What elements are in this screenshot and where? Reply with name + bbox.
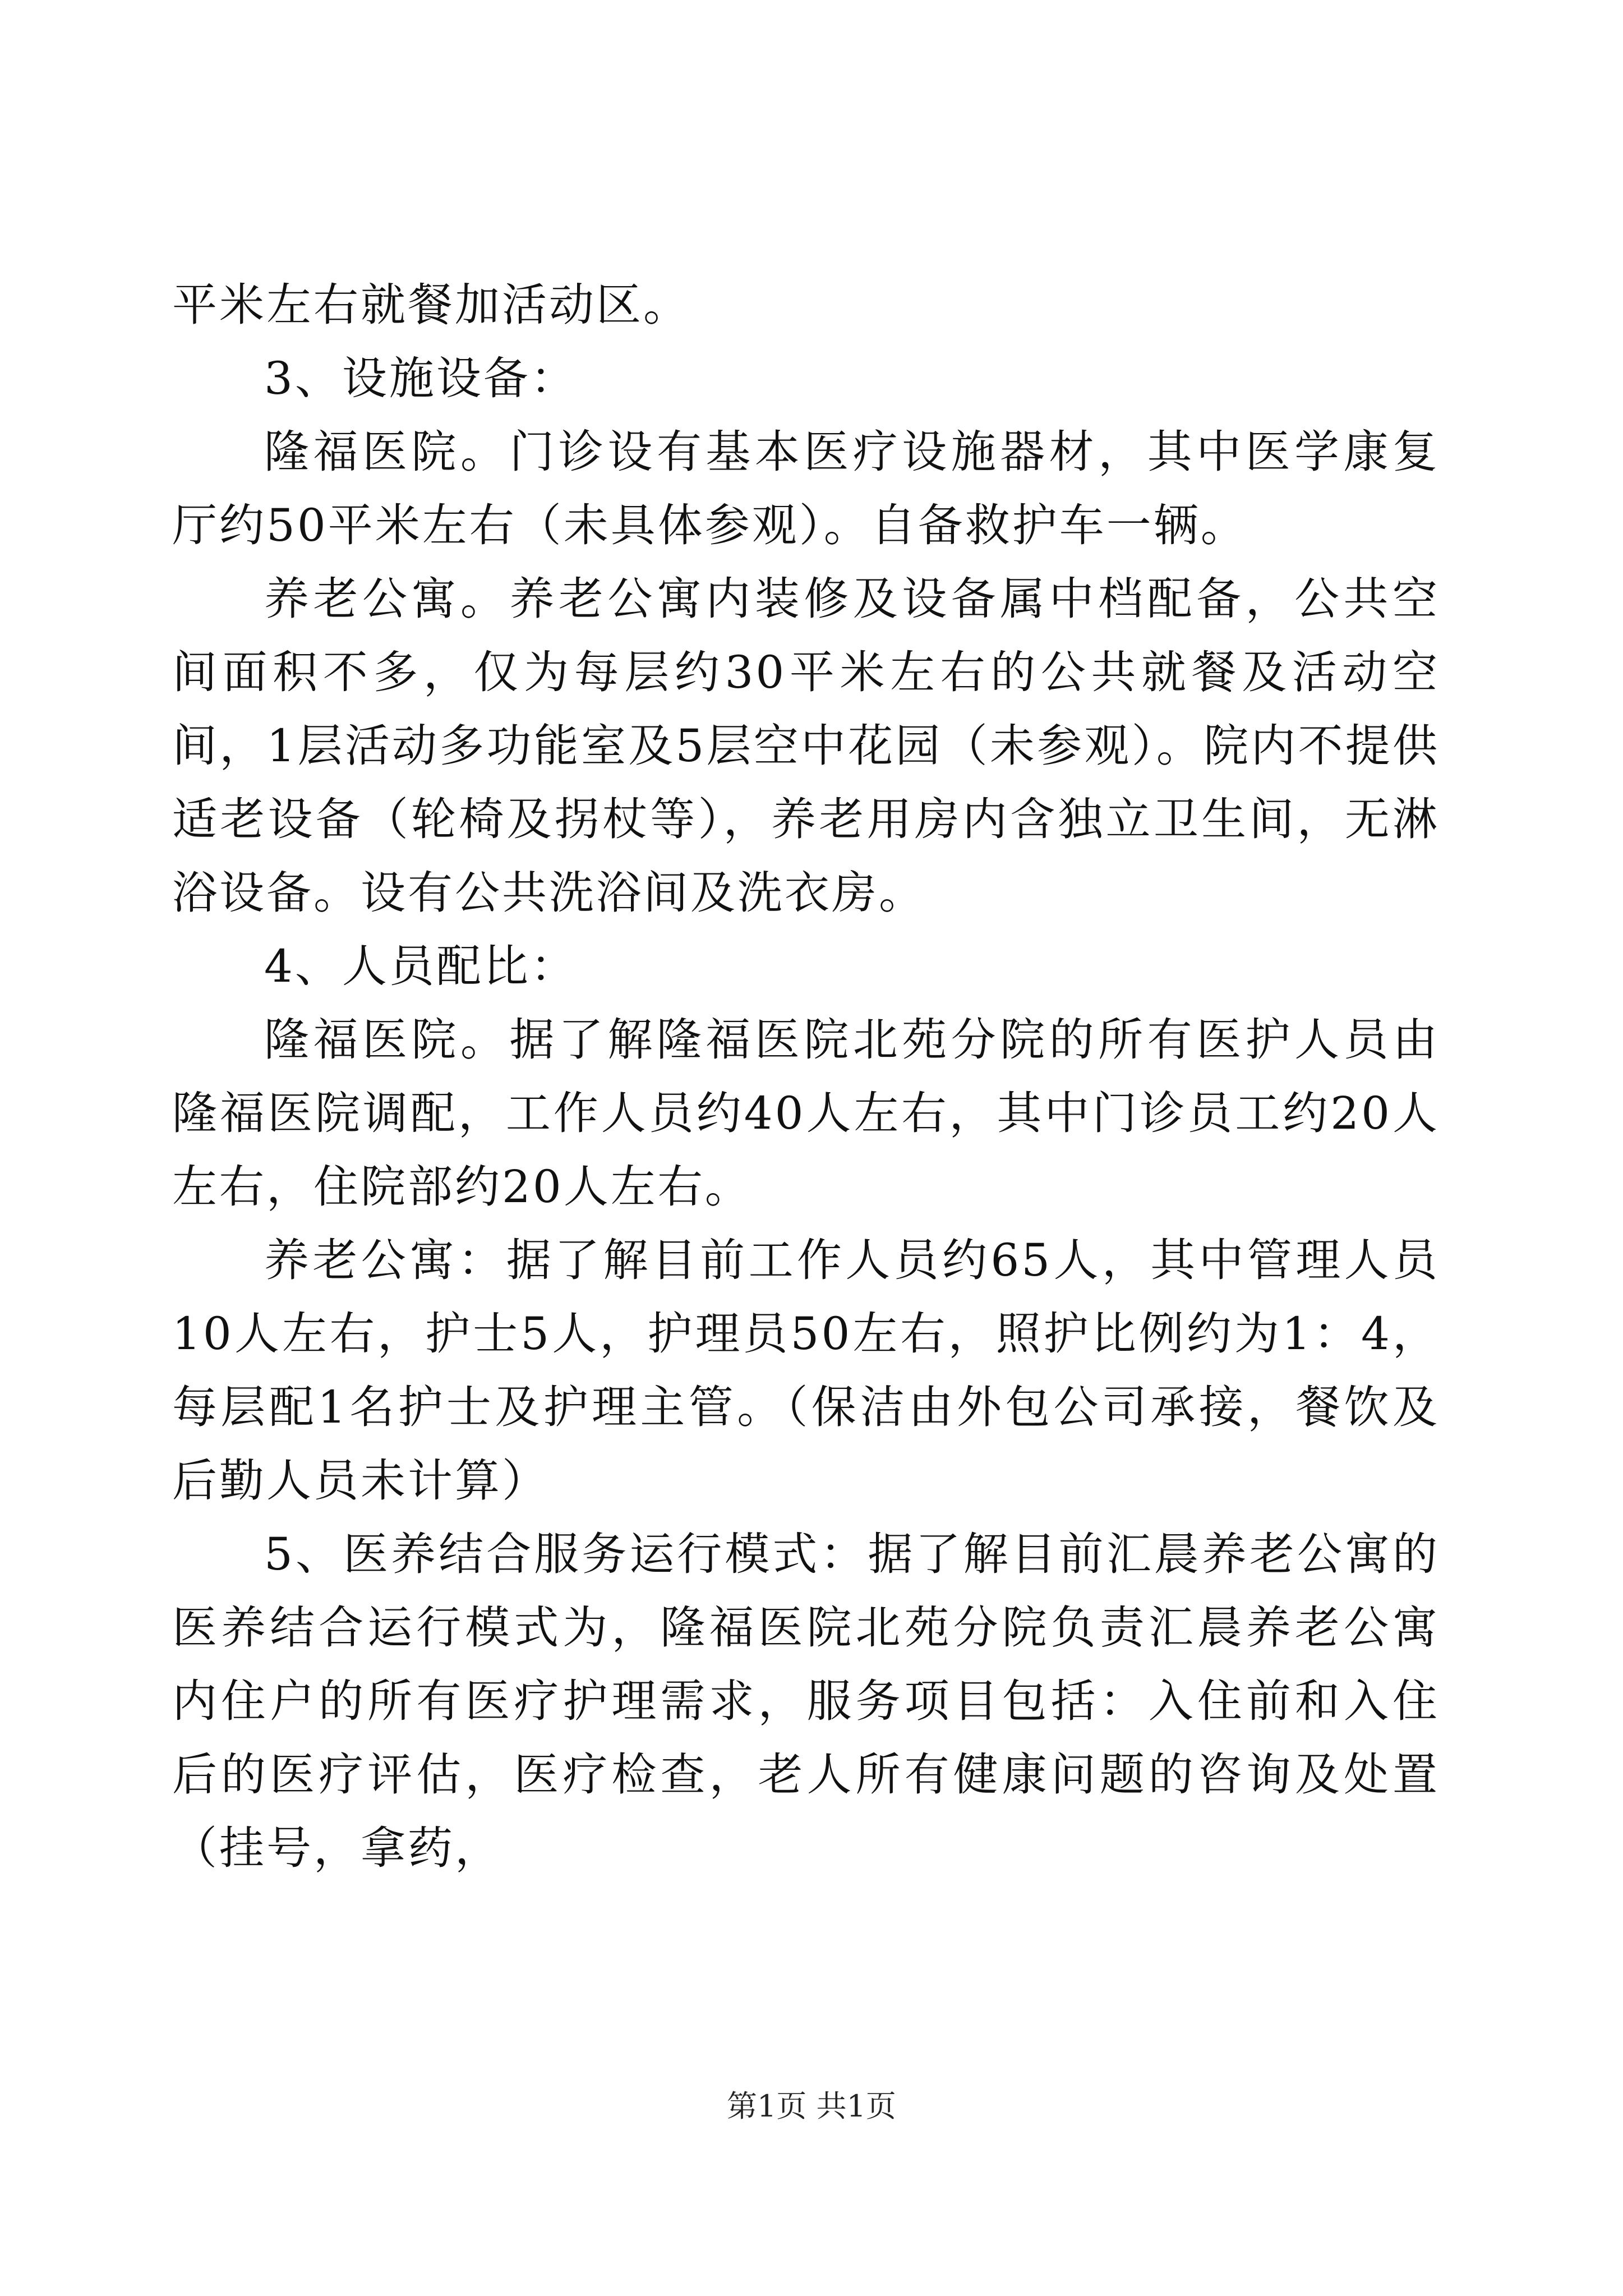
paragraph-hospital-staffing: 隆福医院。据了解隆福医院北苑分院的所有医护人员由隆福医院调配，工作人员约40人左右，其中门诊员工约20人左右，住院部约20人左右。 [172, 1014, 1440, 1213]
paragraph-service-model: 5、医养结合服务运行模式：据了解目前汇晨养老公寓的医养结合运行模式为，隆福医院北苑分院负责汇晨养老公寓内住户的所有医疗护理需求，服务项目包括：入住前和入住后的医疗评估，医疗检查，老人所有健康问题的咨询及处置（挂号，拿药， [172, 1528, 1440, 1874]
paragraph-continuation: 平米左右就餐加活动区。 [172, 279, 690, 331]
section-heading-staffing: 4、人员配比： [264, 940, 578, 992]
paragraph-apartment-facilities: 养老公寓。养老公寓内装修及设备属中档配备，公共空间面积不多，仅为每层约30平米左右的公共就餐及活动空间，1层活动多功能室及5层空中花园（未参观）。院内不提供适老设备（轮椅及拐杖等），养老用房内含独立卫生间，无淋浴设备。设有公共洗浴间及洗衣房。 [172, 573, 1440, 919]
section-heading-facilities: 3、设施设备： [264, 352, 578, 404]
paragraph-hospital-facilities: 隆福医院。门诊设有基本医疗设施器材，其中医学康复厅约50平米左右（未具体参观）。自备救护车一辆。 [172, 426, 1440, 551]
page-footer: 第1页 共1页 [727, 2088, 896, 2124]
document-body [172, 268, 1440, 1885]
paragraph-apartment-staffing: 养老公寓：据了解目前工作人员约65人，其中管理人员10人左右，护士5人，护理员50左右，照护比例约为1：4，每层配1名护士及护理主管。（保洁由外包公司承接，餐饮及后勤人员未计算） [172, 1234, 1440, 1507]
